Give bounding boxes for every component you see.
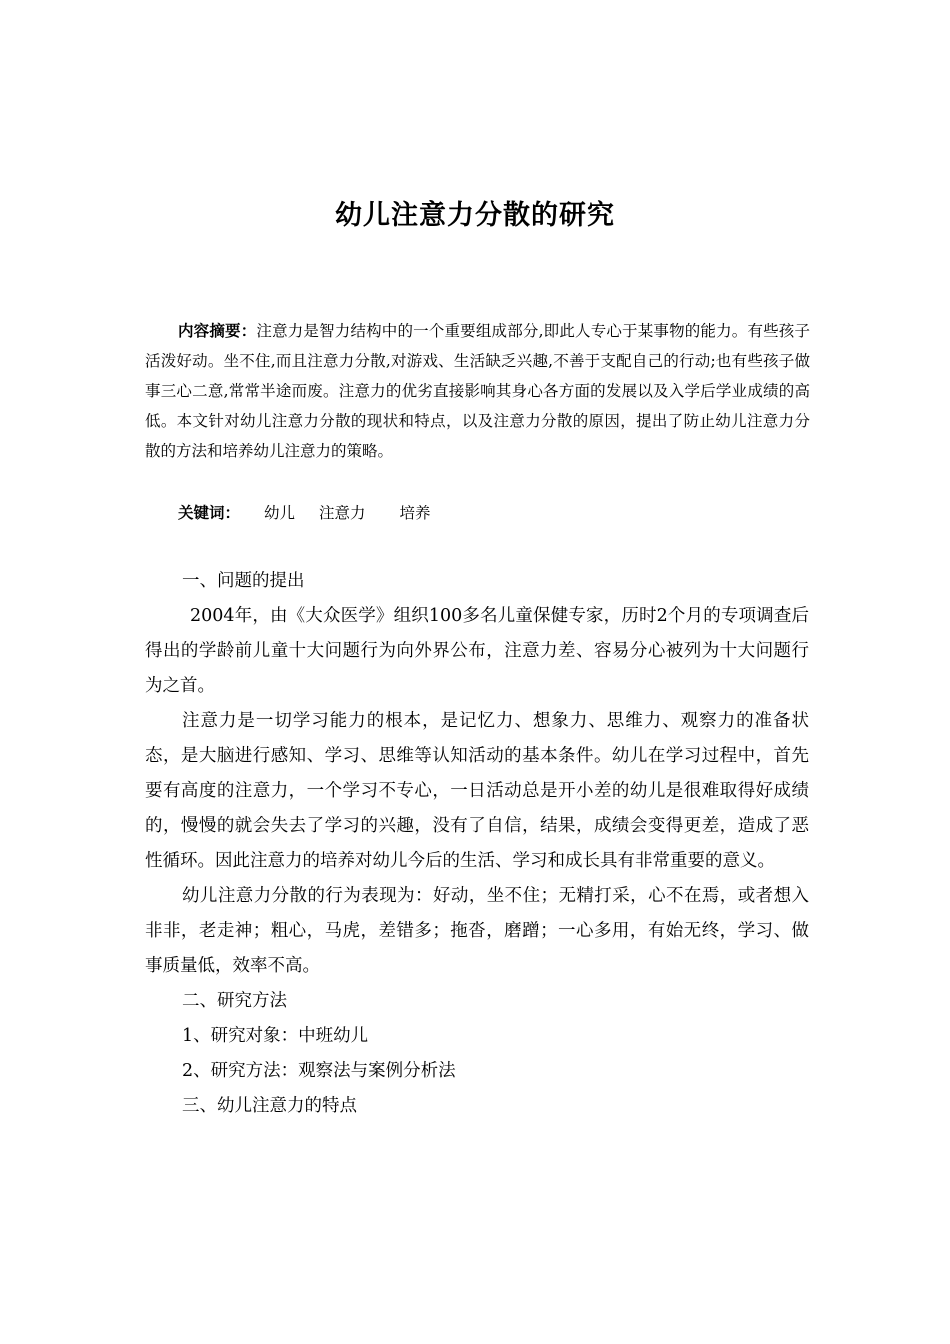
keyword-item: 培养	[399, 504, 431, 522]
keywords-label: 关键词：	[178, 504, 241, 522]
keywords-line	[178, 499, 431, 527]
list-item: 2、研究方法：观察法与案例分析法	[182, 1061, 456, 1081]
list-item: 1、研究对象：中班幼儿	[182, 1026, 369, 1046]
abstract-label: 内容摘要：	[178, 322, 257, 340]
keyword-item: 注意力	[319, 504, 366, 522]
document-title: 幼儿注意力分散的研究	[335, 200, 615, 231]
body-paragraph: 幼儿注意力分散的行为表现为：好动，坐不住；无精打采，心不在焉，或者想入非非，老走神；粗心，马虎，差错多；拖沓，磨蹭；一心多用，有始无终，学习、做事质量低，效率不高。	[145, 886, 809, 976]
body-paragraph: 注意力是一切学习能力的根本，是记忆力、想象力、思维力、观察力的准备状态，是大脑进行感知、学习、思维等认知活动的基本条件。幼儿在学习过程中，首先要有高度的注意力，一个学习不专心，一日活动总是开小差的幼儿是很难取得好成绩的，慢慢的就会失去了学习的兴趣，没有了自信，结果，成绩会变得更差，造成了恶性循环。因此注意力的培养对幼儿今后的生活、学习和成长具有非常重要的意义。	[145, 711, 809, 871]
abstract-paragraph	[145, 316, 810, 466]
body-text	[145, 564, 809, 1124]
body-paragraph: 2004年，由《大众医学》组织100多名儿童保健专家，历时2个月的专项调查后得出的学龄前儿童十大问题行为向外界公布，注意力差、容易分心被列为十大问题行为之首。	[145, 606, 809, 696]
section-heading: 三、幼儿注意力的特点	[182, 1096, 357, 1116]
section-heading: 一、问题的提出	[182, 571, 305, 591]
keyword-item: 幼儿	[264, 504, 296, 522]
abstract-section	[145, 316, 810, 466]
section-heading: 二、研究方法	[182, 991, 287, 1011]
abstract-text: 注意力是智力结构中的一个重要组成部分,即此人专心于某事物的能力。有些孩子活泼好动。坐不住,而且注意力分散,对游戏、生活缺乏兴趣,不善于支配自己的行动;也有些孩子做事三心二意,常常半途而废。注意力的优劣直接影响其身心各方面的发展以及入学后学业成绩的高低。本文针对幼儿注意力分散的现状和特点，以及注意力分散的原因，提出了防止幼儿注意力分散的方法和培养幼儿注意力的策略。	[145, 322, 810, 460]
